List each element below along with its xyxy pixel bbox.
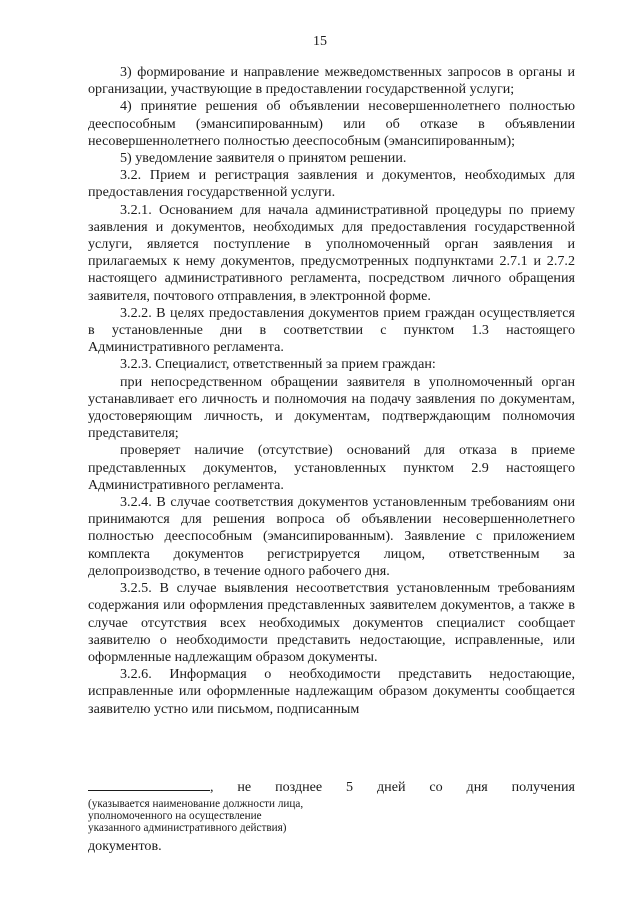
paragraph-3-2-4: 3.2.4. В случае соответствия документов установленным требованиям они принимаются для решения вопроса об объявлении несовершеннолетнего полностью дееспособным (эмансипированным). Заявление с приложением комплекта документов регистрируется лицом, ответственным за делопроизводство, в течение одного рабочего дня. xyxy=(88,494,575,579)
fill-in-line xyxy=(88,778,575,796)
paragraph-list-item-5: 5) уведомление заявителя о принятом решении. xyxy=(120,150,407,167)
paragraph-list-item-3: 3) формирование и направление межведомственных запросов в органы и организации, участвующие в предоставлении государственной услуги; xyxy=(88,64,575,98)
paragraph-3-2-3-item-1: при непосредственном обращении заявителя в уполномоченный орган устанавливает его личность и полномочия на подачу заявления по документам, удостоверяющим личность, и документам, подтверждающим полномочия представителя; xyxy=(88,373,575,442)
section-heading-3-2: 3.2. Прием и регистрация заявления и документов, необходимых для предоставления государственной услуги. xyxy=(88,167,575,201)
fill-in-footnote xyxy=(88,798,348,835)
paragraph-3-2-3-item-2: проверяет наличие (отсутствие) оснований для отказа в приеме представленных документов, установленных пунктом 2.9 настоящего Административного регламента. xyxy=(88,442,575,493)
footnote-line: (указывается наименование должности лица, xyxy=(88,798,304,810)
paragraph-3-2-3: 3.2.3. Специалист, ответственный за прием граждан: xyxy=(120,356,436,373)
paragraph-list-item-4: 4) принятие решения об объявлении несовершеннолетнего полностью дееспособным (эмансипированным) или об отказе в объявлении несовершеннолетнего полностью дееспособным (эмансипированным); xyxy=(88,98,575,149)
paragraph-3-2-2: 3.2.2. В целях предоставления документов прием граждан осуществляется в установленные дни в соответствии с пунктом 1.3 настоящего Административного регламента. xyxy=(88,304,575,356)
footnote-line: указанного административного действия) xyxy=(88,822,287,835)
paragraph-3-2-6: 3.2.6. Информация о необходимости представить недостающие, исправленные или оформленные надлежащим образом документы сообщается заявителю устно или письмом, подписанным xyxy=(88,666,575,717)
fill-in-blank xyxy=(88,778,210,791)
document-body xyxy=(88,64,575,718)
footnote-line: уполномоченного на осуществление xyxy=(88,810,262,823)
fill-in-line-text: , не позднее 5 дней со дня получения xyxy=(210,779,575,795)
page-number: 15 xyxy=(313,34,327,49)
closing-text: документов. xyxy=(88,838,162,854)
paragraph-3-2-5: 3.2.5. В случае выявления несоответствия установленным требованиям содержания или оформления представленных заявителем документов, а также в случае отсутствия всех необходимых документов специалист сообщает заявителю о необходимости представить недостающие, исправленные, или оформленные надлежащим образом документы. xyxy=(88,580,575,665)
paragraph-3-2-1: 3.2.1. Основанием для начала административной процедуры по приему заявления и документов, необходимых для предоставления государственной услуги, является поступление в уполномоченный орган заявления и прилагаемых к нему документов, предусмотренных подпунктами 2.7.1 и 2.7.2 настоящего административного регламента, посредством личного обращения заявителя, почтового отправления, в электронной форме. xyxy=(88,201,575,304)
